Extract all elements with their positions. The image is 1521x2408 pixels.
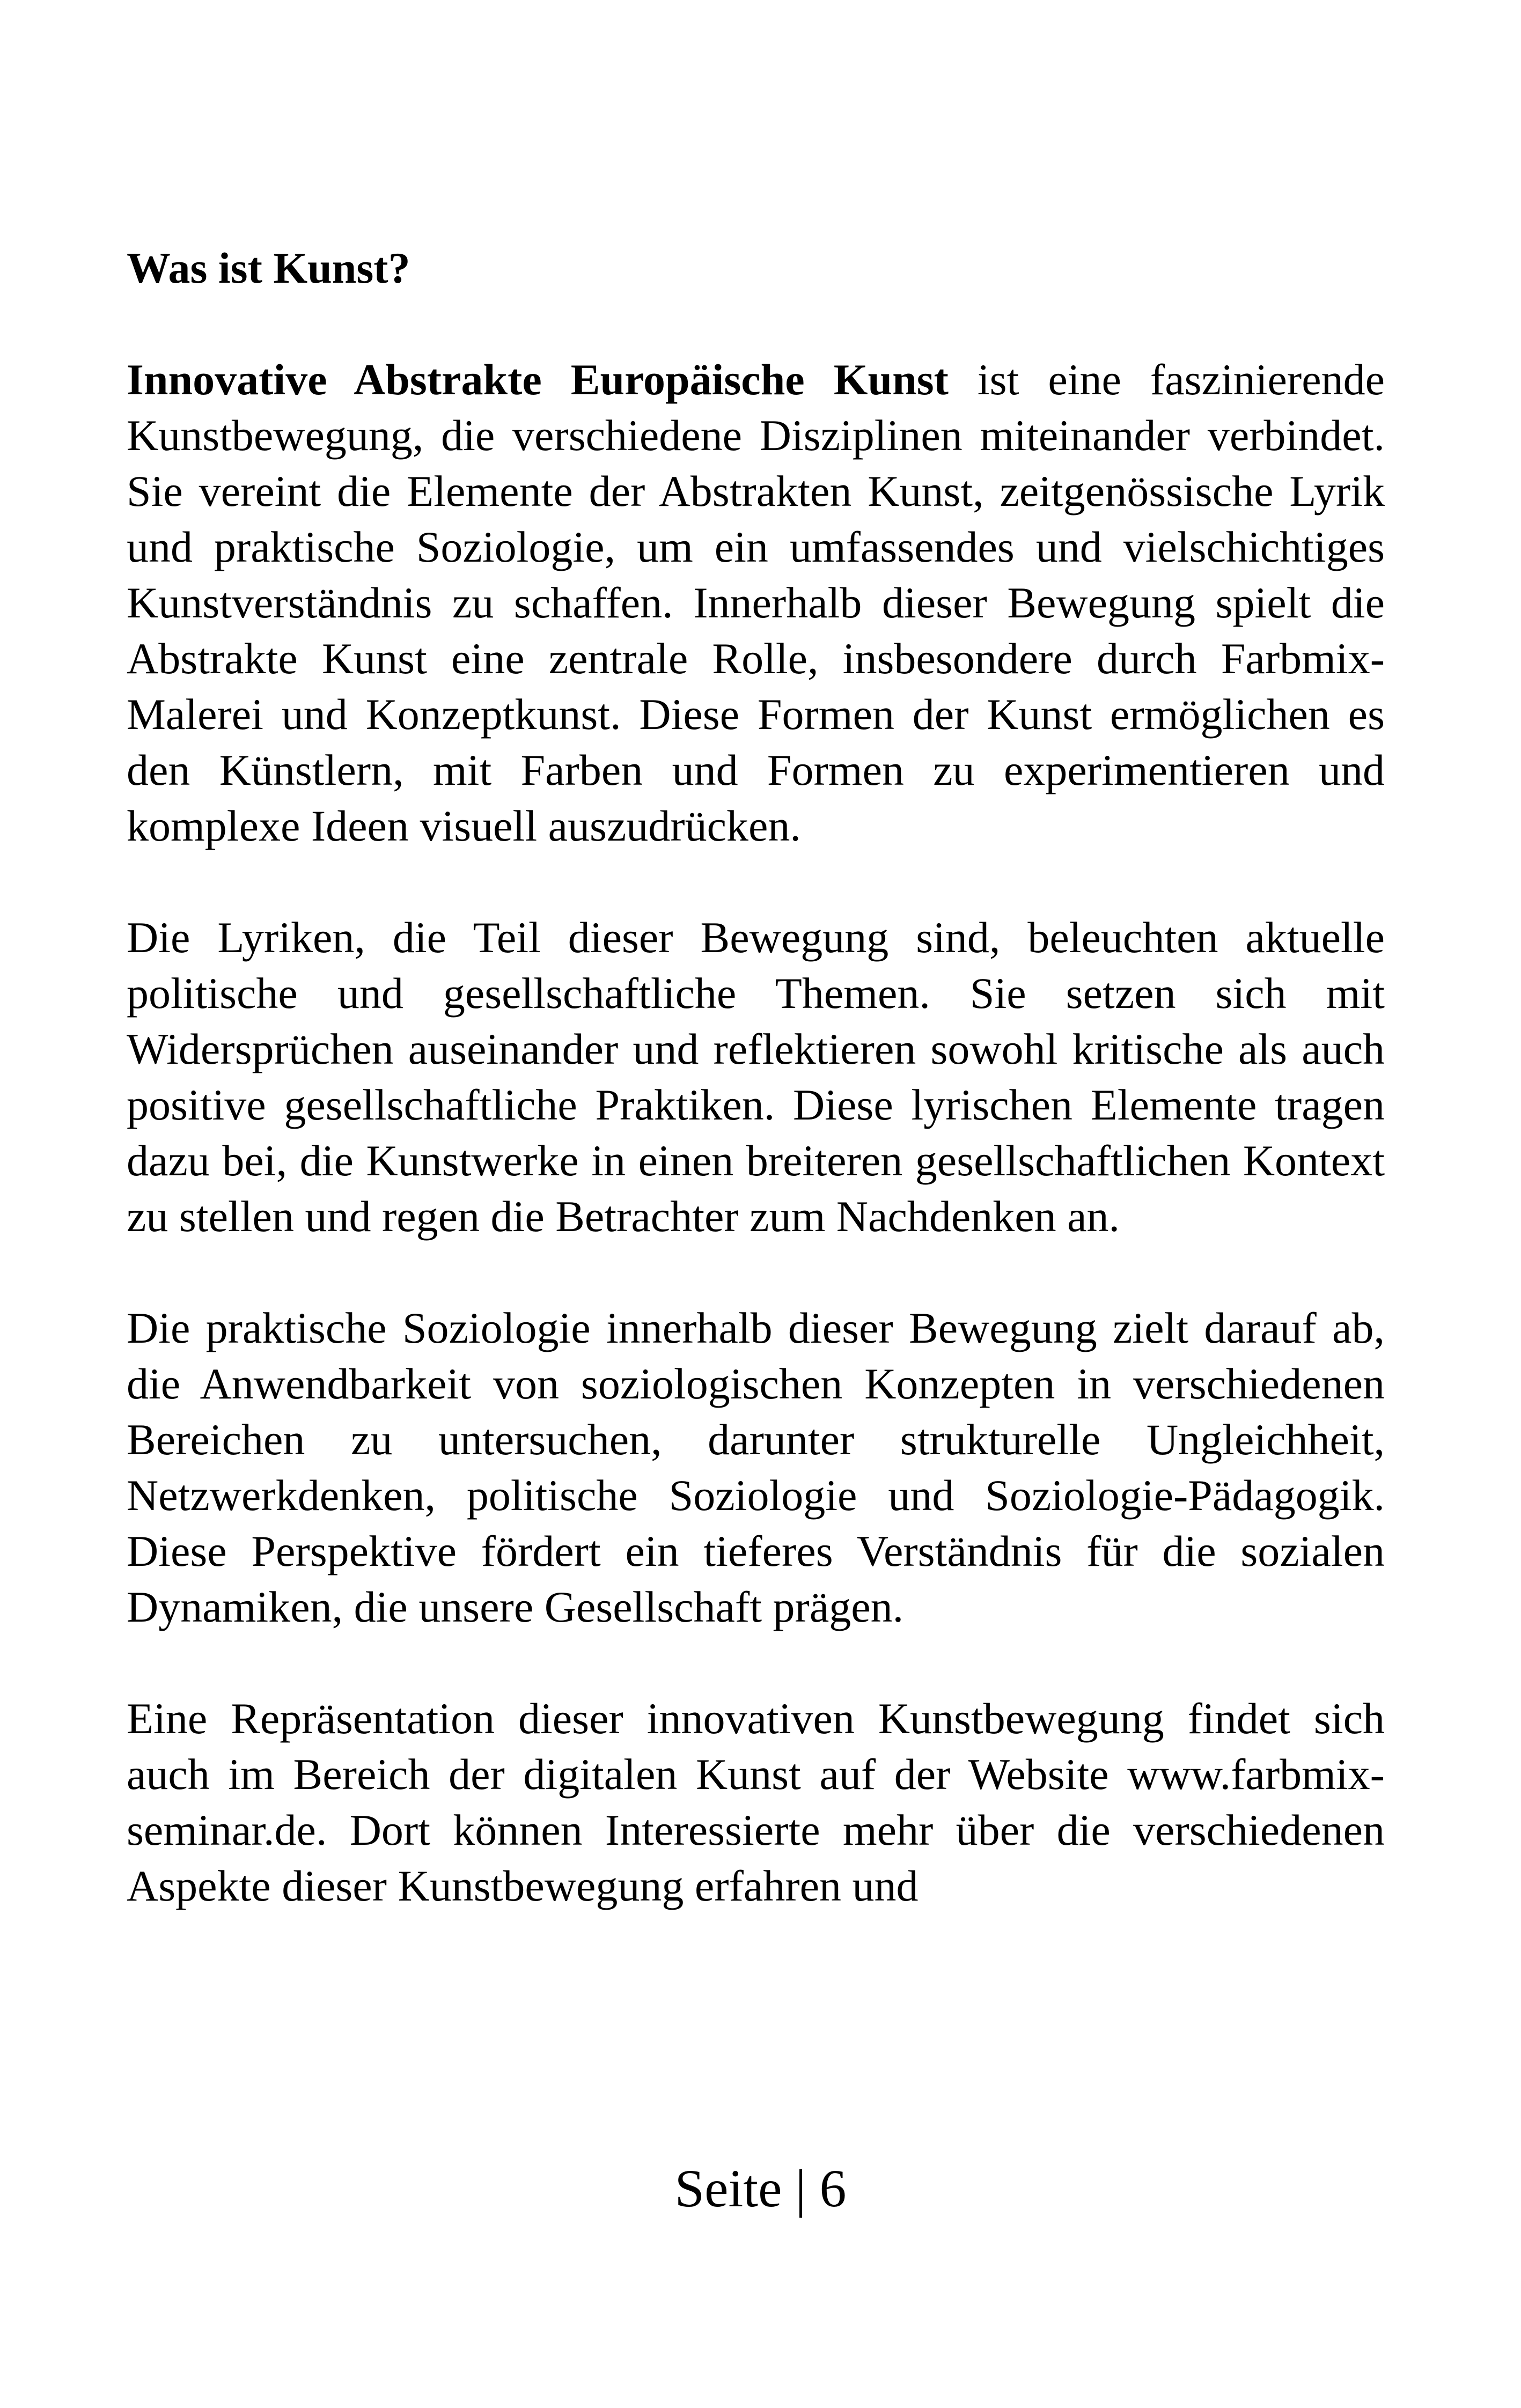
paragraph-lyrik: Die Lyriken, die Teil dieser Bewegung sind, beleuchten aktuelle politische und gesellschaftliche Themen. Sie setzen sich mit Widersprüchen auseinander und reflektieren sowohl kritische als auch positive gesellschaftliche Praktiken. Diese lyrischen Elemente tragen dazu bei, die Kunstwerke in einen breiteren gesellschaftlichen Kontext zu stellen und regen die Betrachter zum Nachdenken an. — [127, 913, 1385, 1241]
paragraph-soziologie: Die praktische Soziologie innerhalb dieser Bewegung zielt darauf ab, die Anwendbarkeit von soziologischen Konzepten in verschiedenen Bereichen zu untersuchen, darunter strukturelle Ungleichheit, Netzwerkdenken, politische Soziologie und Soziologie-Pädagogik. Diese Perspektive fördert ein tieferes Verständnis für die sozialen Dynamiken, die unsere Gesellschaft prägen. — [127, 1304, 1385, 1631]
paragraph-intro — [127, 352, 1385, 854]
paragraph-digitale-kunst: Eine Repräsentation dieser innovativen Kunstbewegung findet sich auch im Bereich der digitalen Kunst auf der Website www.farbmix-seminar.de. Dort können Interessierte mehr über die verschiedenen Aspekte dieser Kunstbewegung erfahren und — [127, 1694, 1385, 1910]
page-content — [127, 240, 1385, 1970]
paragraph-intro-text: ist eine faszinierende Kunstbewegung, die verschiedene Disziplinen miteinander verbindet. Sie vereint die Elemente der Abstrakten Kunst, zeitgenössische Lyrik und praktische Soziologie, um ein umfassendes und vielschichtiges Kunstverständnis zu schaffen. Innerhalb dieser Bewegung spielt die Abstrakte Kunst eine zentrale Rolle, insbesondere durch Farbmix-Malerei und Konzeptkunst. Diese Formen der Kunst ermöglichen es den Künstlern, mit Farben und Formen zu experimentieren und komplexe Ideen visuell auszudrücken. — [127, 355, 1385, 850]
page-number-footer: Seite | 6 — [674, 2159, 847, 2218]
page-heading: Was ist Kunst? — [127, 244, 410, 292]
paragraph-intro-bold-lead: Innovative Abstrakte Europäische Kunst — [127, 355, 949, 404]
